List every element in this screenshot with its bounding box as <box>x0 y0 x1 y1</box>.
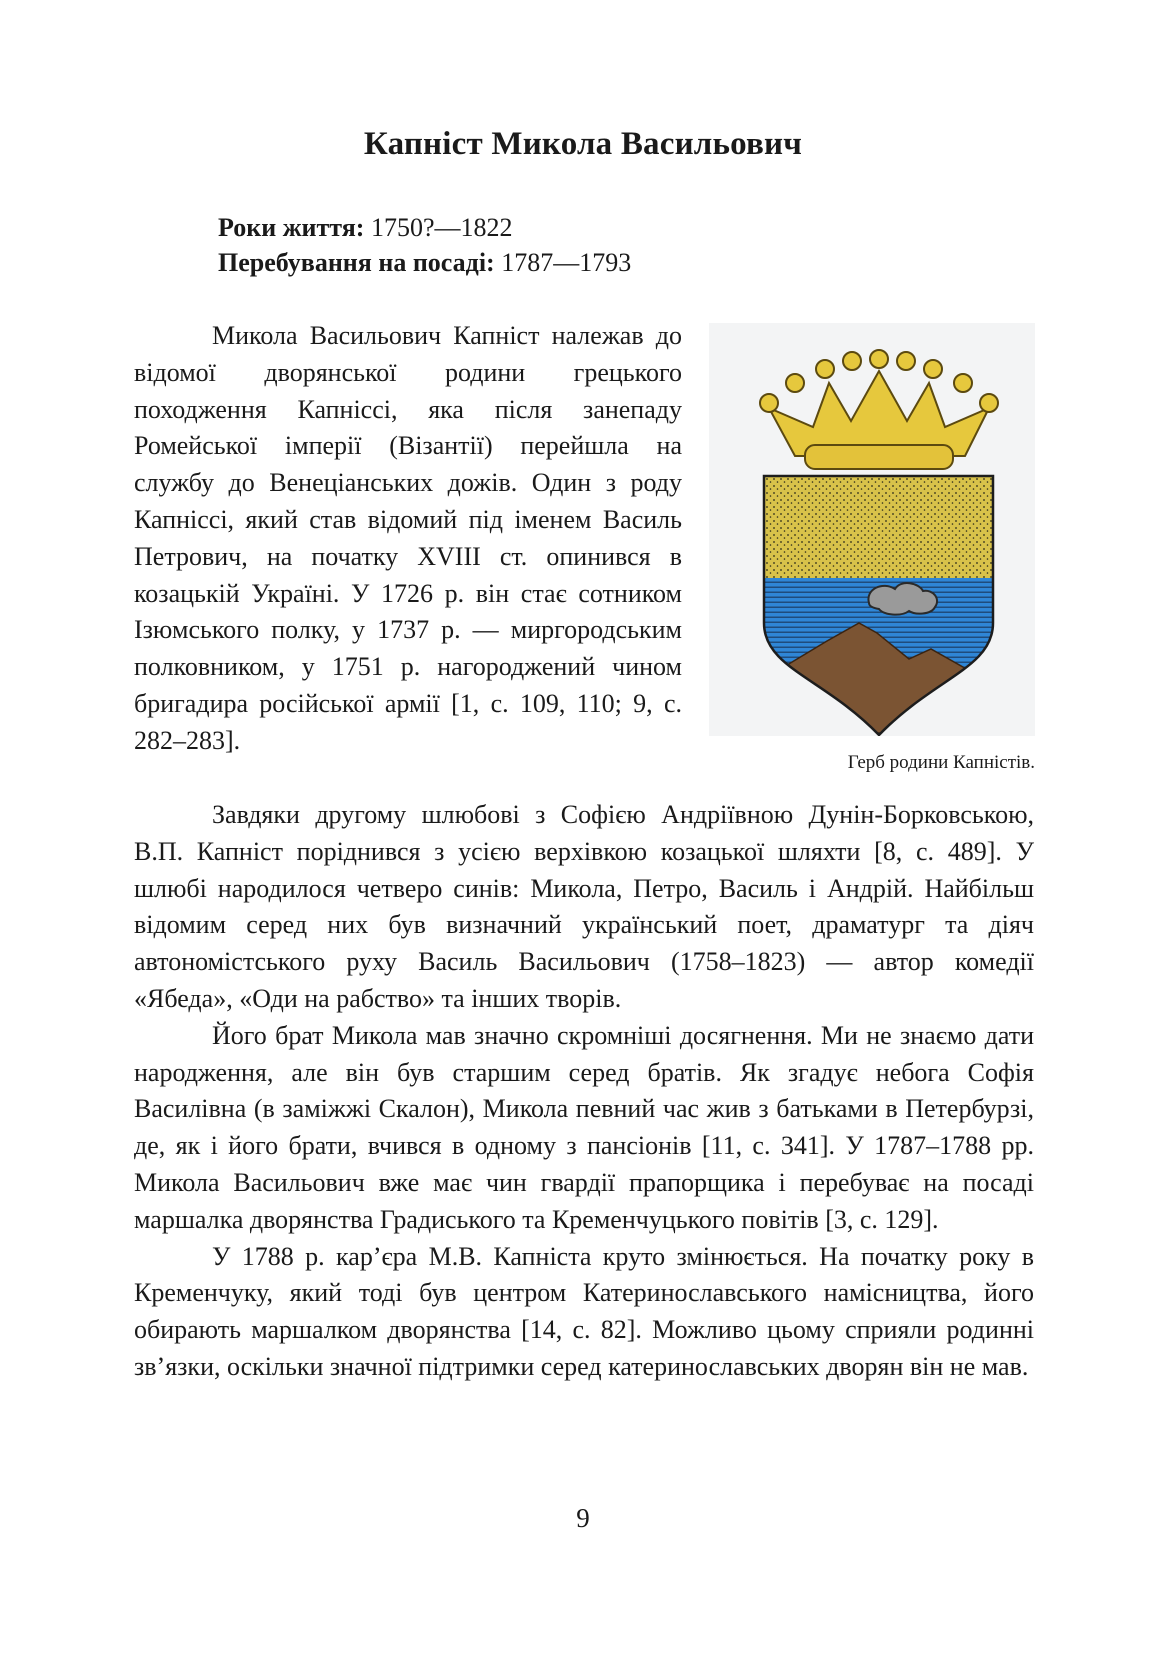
office-years-value: 1787—1793 <box>494 248 632 277</box>
intro-column <box>134 318 682 760</box>
biography-meta <box>218 210 631 280</box>
paragraph: У 1788 р. кар’єра М.В. Капніста круто змінюється. На початку року в Кременчуку, який тоді був центром Катеринославського намісництва, його обирають маршалком дворянства [14, с. 82]. Можливо цьому сприяли родинні зв’язки, оскільки значної підтримки серед катеринославських дворян він не мав. <box>134 1241 1034 1381</box>
paragraph: Завдяки другому шлюбові з Софією Андріївною Дунін-Борковською, В.П. Капніст поріднився з усією верхівкою козацької шляхти [8, с. 489]. У шлюбі народилося четверо синів: Микола, Петро, Василь і Андрій. Найбільш відомим серед них був визначний український поет, драматург та діяч автономістського руху Василь Васильович (1758–1823) — автор комедії «Ябеда», «Оди на рабство» та інших творів. <box>134 800 1034 1013</box>
main-text <box>134 797 1034 1386</box>
coat-of-arms-figure <box>709 323 1035 736</box>
life-years-value: 1750?—1822 <box>364 213 513 242</box>
paragraph: Микола Васильович Капніст належав до відомої дворянської родини грецького походження Капніссі, яка після занепаду Ромейської імперії (Візантії) перейшла на службу до Венеціанських дожів. Один з роду Капніссі, який став відомий під іменем Василь Петрович, на початку XVIII ст. опинився в козацькій Україні. У 1726 р. він стає сотником Ізюмського полку, у 1737 р. — миргородським полковником, у 1751 р. нагороджений чином бригадира російської армії [1, с. 109, 110; 9, с. 282–283]. <box>134 321 682 755</box>
shield-icon <box>749 473 1009 736</box>
figure-caption: Герб родини Капністів. <box>847 752 1035 773</box>
life-years-line <box>218 210 631 245</box>
crown-icon <box>760 350 998 469</box>
page-number: 9 <box>576 1503 590 1533</box>
office-years-label: Перебування на посаді: <box>218 248 495 277</box>
life-years-label: Роки життя: <box>218 213 365 242</box>
page-title: Капніст Микола Васильович <box>363 126 803 162</box>
paragraph: Його брат Микола мав значно скромніші досягнення. Ми не знаємо дати народження, але він був старшим серед братів. Як згадує небога Софія Василівна (в заміжжі Скалон), Микола певний час жив з батьками в Петербурзі, де, як і його брати, вчився в одному з пансіонів [11, с. 341]. У 1787–1788 рр. Микола Васильович вже має чин гвардії прапорщика і перебуває на посаді маршалка дворянства Градиського та Кременчуцького повітів [3, с. 129]. <box>134 1020 1034 1234</box>
coat-of-arms-image <box>709 323 1035 736</box>
office-years-line <box>218 245 631 280</box>
